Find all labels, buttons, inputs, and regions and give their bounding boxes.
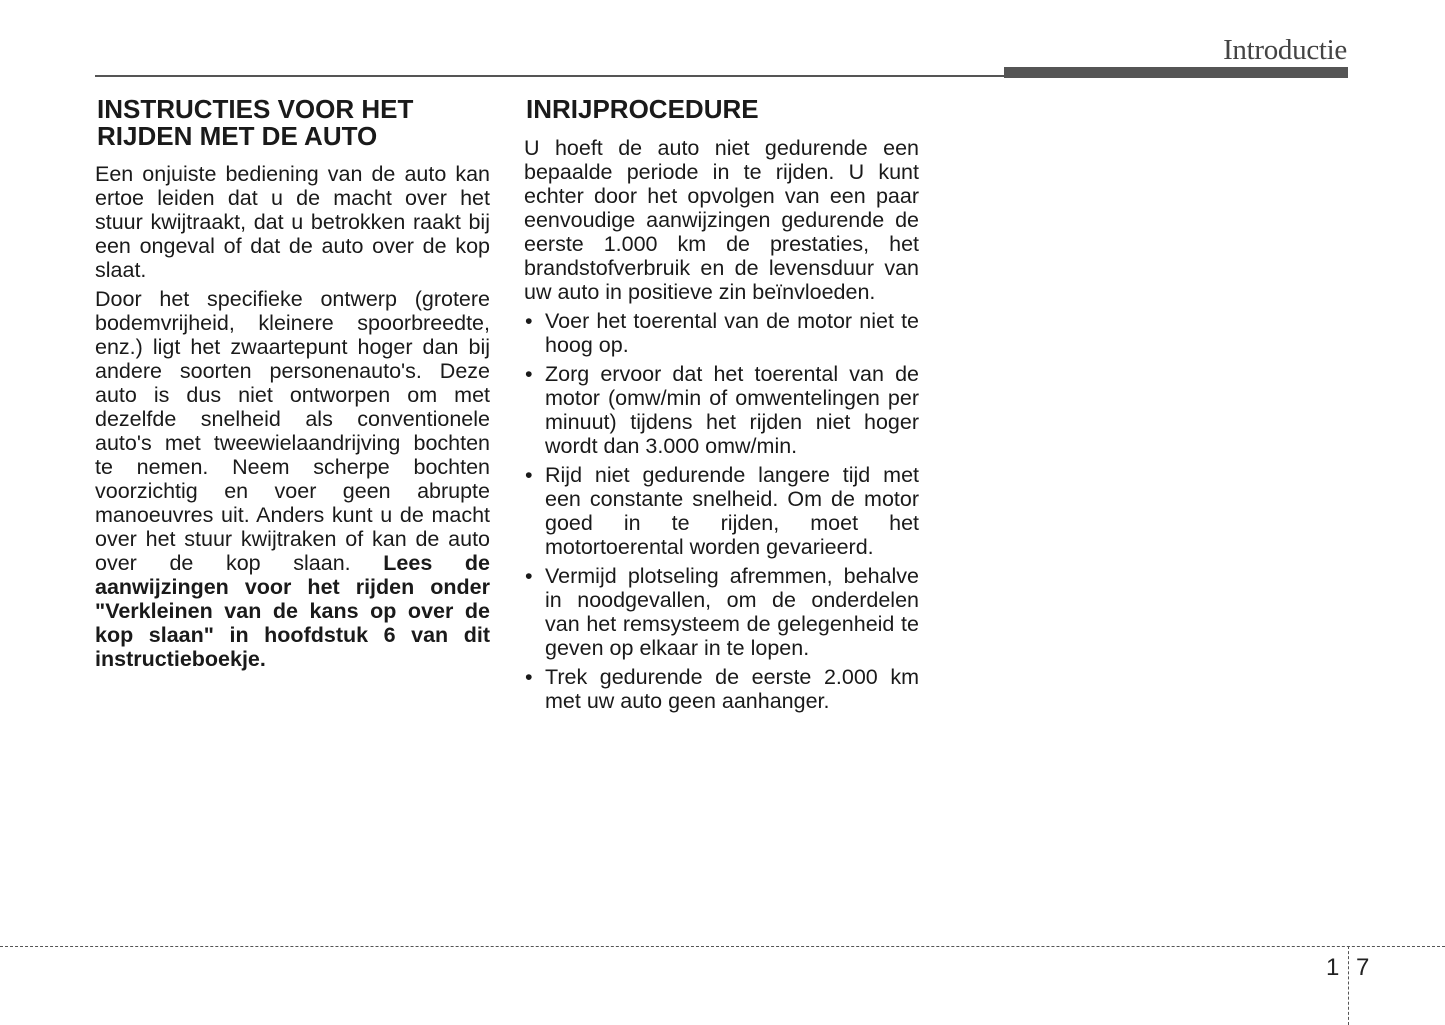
list-item-text: Rijd niet gedurende langere tijd met een constante snelheid. Om de motor goed in te rijden, moet het motortoerental worden gevarieerd. — [545, 463, 919, 559]
list-item — [524, 665, 919, 713]
list-item-text: Zorg ervoor dat het toerental van de motor (omw/min of omwentelingen per minuut) tijdens het rijden niet hoger wordt dan 3.000 omw/min. — [545, 362, 919, 458]
bullet-icon: • — [525, 463, 533, 487]
footer-dashed-line — [0, 946, 1445, 947]
bullet-icon: • — [525, 564, 533, 588]
bullet-icon: • — [525, 665, 533, 689]
design-explanation-text: Door het specifieke ontwerp (grotere bodemvrijheid, kleinere spoorbreedte, enz.) ligt het zwaartepunt hoger dan bij andere soorten personenauto's. Deze auto is dus niet ontworpen om met dezelfde snelheid als conventionele auto's met tweewielaandrijving bochten te nemen. Neem scherpe bochten voorzichtig en voer geen abrupte manoeuvres uit. Anders kunt u de macht over het stuur kwijtraken of kan de auto over de kop slaan. — [95, 287, 490, 575]
list-item — [524, 564, 919, 660]
driving-warning-paragraph: Een onjuiste bediening van de auto kan ertoe leiden dat u de macht over het stuur kwijtraakt, dat u betrokken raakt bij een ongeval of dat de auto over de kop slaat. — [95, 162, 490, 282]
right-column — [524, 96, 919, 718]
chapter-number: 1 — [1326, 954, 1340, 981]
list-item — [524, 463, 919, 559]
break-in-heading: INRIJPROCEDURE — [526, 94, 759, 124]
list-item-text: Voer het toerental van de motor niet te hoog op. — [545, 309, 919, 357]
list-item-text: Trek gedurende de eerste 2.000 km met uw auto geen aanhanger. — [545, 665, 919, 713]
rollover-reference-text: Lees de aanwijzingen voor het rijden onder "Verkleinen van de kans op over de kop slaan" in hoofdstuk 6 van dit instructieboekje. — [95, 551, 490, 671]
footer-page-separator — [1348, 946, 1349, 1025]
design-explanation-paragraph — [95, 287, 490, 671]
page-number: 7 — [1356, 954, 1370, 981]
header-divider-thin — [95, 75, 1005, 77]
header-divider-thick — [1004, 67, 1348, 78]
break-in-intro-paragraph: U hoeft de auto niet gedurende een bepaalde periode in te rijden. U kunt echter door het opvolgen van een paar eenvoudige aanwijzingen gedurende de eerste 1.000 km de prestaties, het brandstofverbruik en de levensduur van uw auto in positieve zin beïnvloeden. — [524, 136, 919, 304]
bullet-icon: • — [525, 362, 533, 386]
bullet-icon: • — [525, 309, 533, 333]
driving-instructions-heading: INSTRUCTIES VOOR HET RIJDEN MET DE AUTO — [97, 94, 414, 151]
section-title: Introductie — [1223, 34, 1347, 66]
break-in-list — [524, 309, 919, 713]
list-item-text: Vermijd plotseling afremmen, behalve in noodgevallen, om de onderdelen van het remsysteem de gelegenheid te geven op elkaar in te lopen. — [545, 564, 919, 660]
left-column — [95, 96, 490, 676]
list-item — [524, 362, 919, 458]
list-item — [524, 309, 919, 357]
